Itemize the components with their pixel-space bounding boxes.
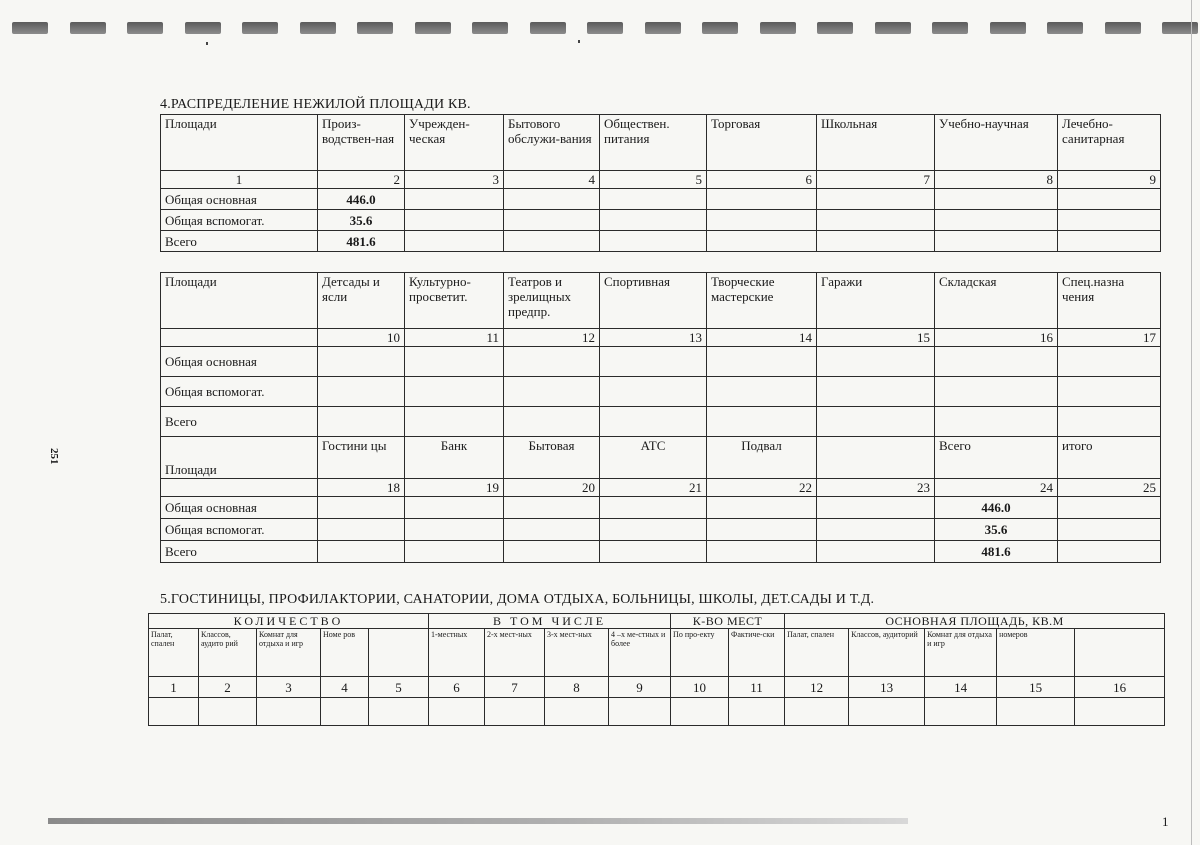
table-cell: 446.0 bbox=[935, 497, 1058, 519]
binder-hole bbox=[415, 22, 451, 34]
column-number: 15 bbox=[997, 677, 1075, 698]
table-cell bbox=[707, 407, 817, 437]
group-including: В ТОМ ЧИСЛЕ bbox=[429, 614, 671, 629]
table-cell bbox=[1058, 231, 1161, 252]
table-row bbox=[161, 231, 1161, 252]
binder-hole bbox=[587, 22, 623, 34]
table-cell bbox=[600, 377, 707, 407]
column-subheader: 2-х мест-ных bbox=[485, 629, 545, 677]
column-header: Площади bbox=[161, 273, 318, 329]
binder-hole bbox=[242, 22, 278, 34]
column-header: Творческие мастерские bbox=[707, 273, 817, 329]
column-header: Площади bbox=[161, 115, 318, 171]
table-cell bbox=[504, 407, 600, 437]
row-label: Общая основная bbox=[161, 189, 318, 210]
table-row bbox=[161, 541, 1161, 563]
column-subheader: Фактиче-ски bbox=[729, 629, 785, 677]
column-header: итого bbox=[1058, 437, 1161, 479]
column-subheader: Номе ров bbox=[321, 629, 369, 677]
column-subheader: Комнат для отдыха и игр bbox=[257, 629, 321, 677]
column-number: 5 bbox=[369, 677, 429, 698]
binder-hole bbox=[817, 22, 853, 34]
table-row bbox=[161, 189, 1161, 210]
binder-hole bbox=[127, 22, 163, 34]
column-number bbox=[161, 329, 318, 347]
column-number: 10 bbox=[318, 329, 405, 347]
column-header: Школьная bbox=[817, 115, 935, 171]
table-cell bbox=[935, 210, 1058, 231]
column-subheader: 4 –х ме-стных и более bbox=[609, 629, 671, 677]
binder-hole bbox=[185, 22, 221, 34]
table-cell bbox=[600, 347, 707, 377]
row-label: Всего bbox=[161, 407, 318, 437]
table-cell bbox=[504, 210, 600, 231]
table-cell bbox=[817, 541, 935, 563]
table-cell bbox=[707, 189, 817, 210]
column-number: 4 bbox=[504, 171, 600, 189]
column-header: Лечебно-санитарная bbox=[1058, 115, 1161, 171]
binder-hole bbox=[357, 22, 393, 34]
binder-hole bbox=[875, 22, 911, 34]
column-number: 2 bbox=[199, 677, 257, 698]
group-quantity: КОЛИЧЕСТВО bbox=[149, 614, 429, 629]
table-cell bbox=[817, 231, 935, 252]
binder-hole bbox=[932, 22, 968, 34]
column-number: 22 bbox=[707, 479, 817, 497]
column-number: 6 bbox=[707, 171, 817, 189]
table-cell bbox=[504, 519, 600, 541]
column-number: 1 bbox=[149, 677, 199, 698]
binder-hole bbox=[760, 22, 796, 34]
binder-hole bbox=[1162, 22, 1198, 34]
group-places: К-ВО МЕСТ bbox=[671, 614, 785, 629]
table-cell bbox=[1058, 189, 1161, 210]
table-cell bbox=[405, 407, 504, 437]
table-cell bbox=[935, 231, 1058, 252]
column-number: 7 bbox=[485, 677, 545, 698]
page-edge bbox=[1191, 0, 1192, 845]
column-number: 3 bbox=[405, 171, 504, 189]
corner-page-number: 1 bbox=[1162, 814, 1169, 829]
table-row bbox=[161, 377, 1161, 407]
table-cell bbox=[318, 541, 405, 563]
column-number: 16 bbox=[935, 329, 1058, 347]
binder-hole bbox=[300, 22, 336, 34]
table-cell bbox=[504, 497, 600, 519]
table-cell bbox=[707, 210, 817, 231]
binder-hole bbox=[702, 22, 738, 34]
table-row bbox=[161, 497, 1161, 519]
table-cell bbox=[318, 347, 405, 377]
column-number: 4 bbox=[321, 677, 369, 698]
table2-header-row-2 bbox=[161, 437, 1161, 479]
column-header: Бытовая bbox=[504, 437, 600, 479]
column-header bbox=[817, 437, 935, 479]
table-cell bbox=[318, 497, 405, 519]
table-cell bbox=[817, 189, 935, 210]
column-number: 12 bbox=[785, 677, 849, 698]
column-header: Учрежден-ческая bbox=[405, 115, 504, 171]
table-cell bbox=[504, 347, 600, 377]
table-cell bbox=[925, 698, 997, 726]
column-number: 8 bbox=[545, 677, 609, 698]
table-cell bbox=[817, 519, 935, 541]
table-cell bbox=[1058, 407, 1161, 437]
table-cell bbox=[609, 698, 671, 726]
column-number: 11 bbox=[729, 677, 785, 698]
table2-number-row bbox=[161, 329, 1161, 347]
section4-title: 4.РАСПРЕДЕЛЕНИЕ НЕЖИЛОЙ ПЛОЩАДИ КВ. bbox=[160, 97, 471, 112]
column-number: 13 bbox=[849, 677, 925, 698]
column-number: 15 bbox=[817, 329, 935, 347]
table-cell bbox=[817, 407, 935, 437]
column-header: Банк bbox=[405, 437, 504, 479]
table-cell bbox=[817, 377, 935, 407]
column-header: Учебно-научная bbox=[935, 115, 1058, 171]
column-number: 25 bbox=[1058, 479, 1161, 497]
table-cell bbox=[997, 698, 1075, 726]
table-cell bbox=[935, 189, 1058, 210]
column-header: Спортивная bbox=[600, 273, 707, 329]
column-header: Подвал bbox=[707, 437, 817, 479]
column-number: 16 bbox=[1075, 677, 1165, 698]
binder-hole bbox=[1105, 22, 1141, 34]
table-cell bbox=[935, 377, 1058, 407]
table-cell: 481.6 bbox=[318, 231, 405, 252]
column-number: 11 bbox=[405, 329, 504, 347]
binder-hole bbox=[1047, 22, 1083, 34]
table-cell bbox=[600, 210, 707, 231]
column-header: Культурно-просветит. bbox=[405, 273, 504, 329]
table-cell bbox=[817, 347, 935, 377]
table-cell bbox=[935, 347, 1058, 377]
row-label: Общая основная bbox=[161, 497, 318, 519]
column-header: Детсады и ясли bbox=[318, 273, 405, 329]
scan-bottom-bar bbox=[48, 818, 908, 824]
table-cell bbox=[257, 698, 321, 726]
column-subheader: По про-екту bbox=[671, 629, 729, 677]
table-cell bbox=[600, 407, 707, 437]
column-header: Бытового обслужи-вания bbox=[504, 115, 600, 171]
table-cell bbox=[729, 698, 785, 726]
column-header: Гостини цы bbox=[318, 437, 405, 479]
row-label: Всего bbox=[161, 231, 318, 252]
column-number: 5 bbox=[600, 171, 707, 189]
table-cell bbox=[318, 377, 405, 407]
table-cell: 35.6 bbox=[318, 210, 405, 231]
table-cell: 446.0 bbox=[318, 189, 405, 210]
binder-hole bbox=[70, 22, 106, 34]
table-cell bbox=[849, 698, 925, 726]
column-number: 14 bbox=[925, 677, 997, 698]
section5-title: 5.ГОСТИНИЦЫ, ПРОФИЛАКТОРИИ, САНАТОРИИ, ДОМА ОТДЫХА, БОЛЬНИЦЫ, ШКОЛЫ, ДЕТ.САДЫ И Т.Д. bbox=[160, 592, 875, 607]
facilities-group-row bbox=[149, 614, 1165, 629]
column-subheader: Палат, спален bbox=[785, 629, 849, 677]
column-header: Площади bbox=[161, 437, 318, 479]
column-number: 7 bbox=[817, 171, 935, 189]
column-number: 19 bbox=[405, 479, 504, 497]
row-label: Общая вспомогат. bbox=[161, 519, 318, 541]
column-number: 20 bbox=[504, 479, 600, 497]
column-subheader bbox=[1075, 629, 1165, 677]
column-subheader: номеров bbox=[997, 629, 1075, 677]
column-number: 3 bbox=[257, 677, 321, 698]
scan-speck bbox=[206, 42, 208, 45]
nonresidential-area-table-1 bbox=[160, 114, 1161, 252]
table-row bbox=[161, 347, 1161, 377]
nonresidential-area-table-2 bbox=[160, 272, 1161, 563]
table-cell bbox=[429, 698, 485, 726]
table-cell bbox=[405, 377, 504, 407]
row-label: Всего bbox=[161, 541, 318, 563]
table-cell bbox=[485, 698, 545, 726]
column-number: 21 bbox=[600, 479, 707, 497]
table-cell bbox=[369, 698, 429, 726]
column-subheader: 1-местных bbox=[429, 629, 485, 677]
column-number: 2 bbox=[318, 171, 405, 189]
table-cell bbox=[545, 698, 609, 726]
table-cell bbox=[405, 519, 504, 541]
row-label: Общая вспомогат. bbox=[161, 377, 318, 407]
table-cell bbox=[318, 407, 405, 437]
table1-header-row bbox=[161, 115, 1161, 171]
column-header: Гаражи bbox=[817, 273, 935, 329]
column-number: 12 bbox=[504, 329, 600, 347]
table-cell bbox=[149, 698, 199, 726]
table-cell: 35.6 bbox=[935, 519, 1058, 541]
table-row bbox=[161, 407, 1161, 437]
column-number: 13 bbox=[600, 329, 707, 347]
table-cell bbox=[707, 497, 817, 519]
table-row bbox=[161, 519, 1161, 541]
scan-speck bbox=[578, 40, 580, 43]
column-header: Произ-водствен-ная bbox=[318, 115, 405, 171]
column-number: 24 bbox=[935, 479, 1058, 497]
table-cell bbox=[817, 210, 935, 231]
facilities-number-row bbox=[149, 677, 1165, 698]
table-cell bbox=[1058, 541, 1161, 563]
table-cell bbox=[321, 698, 369, 726]
column-header: Театров и зрелищных предпр. bbox=[504, 273, 600, 329]
table-cell bbox=[1058, 497, 1161, 519]
table-cell bbox=[600, 189, 707, 210]
column-subheader: Комнат для отдыха и игр bbox=[925, 629, 997, 677]
table-cell bbox=[600, 231, 707, 252]
side-page-number: 251 bbox=[48, 448, 60, 465]
table-cell bbox=[707, 519, 817, 541]
table-cell bbox=[600, 519, 707, 541]
column-subheader bbox=[369, 629, 429, 677]
column-header: Спец.назна чения bbox=[1058, 273, 1161, 329]
column-header: АТС bbox=[600, 437, 707, 479]
column-header: Обществен. питания bbox=[600, 115, 707, 171]
table2-number-row-2 bbox=[161, 479, 1161, 497]
table-cell bbox=[405, 497, 504, 519]
table-cell bbox=[707, 541, 817, 563]
table-cell bbox=[405, 541, 504, 563]
facilities-subheader-row bbox=[149, 629, 1165, 677]
column-number: 8 bbox=[935, 171, 1058, 189]
row-label: Общая вспомогат. bbox=[161, 210, 318, 231]
column-number: 10 bbox=[671, 677, 729, 698]
column-number: 1 bbox=[161, 171, 318, 189]
table-cell bbox=[405, 189, 504, 210]
binder-hole bbox=[530, 22, 566, 34]
binder-hole bbox=[645, 22, 681, 34]
table-cell: 481.6 bbox=[935, 541, 1058, 563]
table-cell bbox=[707, 377, 817, 407]
table-cell bbox=[405, 210, 504, 231]
table-cell bbox=[671, 698, 729, 726]
column-number: 9 bbox=[609, 677, 671, 698]
column-number: 14 bbox=[707, 329, 817, 347]
binder-hole bbox=[990, 22, 1026, 34]
table-cell bbox=[935, 407, 1058, 437]
column-number bbox=[161, 479, 318, 497]
table-cell bbox=[707, 231, 817, 252]
column-header: Торговая bbox=[707, 115, 817, 171]
table-cell bbox=[199, 698, 257, 726]
table-cell bbox=[817, 497, 935, 519]
column-header: Всего bbox=[935, 437, 1058, 479]
table-cell bbox=[504, 377, 600, 407]
table-row bbox=[161, 210, 1161, 231]
facilities-empty-row bbox=[149, 698, 1165, 726]
table-cell bbox=[1075, 698, 1165, 726]
column-subheader: Палат, спален bbox=[149, 629, 199, 677]
table-cell bbox=[707, 347, 817, 377]
table1-number-row bbox=[161, 171, 1161, 189]
column-number: 18 bbox=[318, 479, 405, 497]
binder-hole bbox=[472, 22, 508, 34]
binder-holes-strip bbox=[0, 14, 1200, 44]
table-cell bbox=[504, 189, 600, 210]
table-cell bbox=[318, 519, 405, 541]
column-header: Складская bbox=[935, 273, 1058, 329]
table-cell bbox=[1058, 347, 1161, 377]
table-cell bbox=[504, 541, 600, 563]
group-main-area: ОСНОВНАЯ ПЛОЩАДЬ, КВ.М bbox=[785, 614, 1165, 629]
column-number: 17 bbox=[1058, 329, 1161, 347]
table-cell bbox=[504, 231, 600, 252]
facilities-table bbox=[148, 613, 1165, 726]
column-number: 9 bbox=[1058, 171, 1161, 189]
table-cell bbox=[405, 347, 504, 377]
column-number: 23 bbox=[817, 479, 935, 497]
column-number: 6 bbox=[429, 677, 485, 698]
table-cell bbox=[600, 541, 707, 563]
table-cell bbox=[600, 497, 707, 519]
table-cell bbox=[1058, 210, 1161, 231]
column-subheader: Классов, аудиторий bbox=[849, 629, 925, 677]
table-cell bbox=[1058, 519, 1161, 541]
column-subheader: 3-х мест-ных bbox=[545, 629, 609, 677]
column-subheader: Классов, аудито рий bbox=[199, 629, 257, 677]
row-label: Общая основная bbox=[161, 347, 318, 377]
table2-header-row bbox=[161, 273, 1161, 329]
table-cell bbox=[1058, 377, 1161, 407]
table-cell bbox=[785, 698, 849, 726]
binder-hole bbox=[12, 22, 48, 34]
table-cell bbox=[405, 231, 504, 252]
